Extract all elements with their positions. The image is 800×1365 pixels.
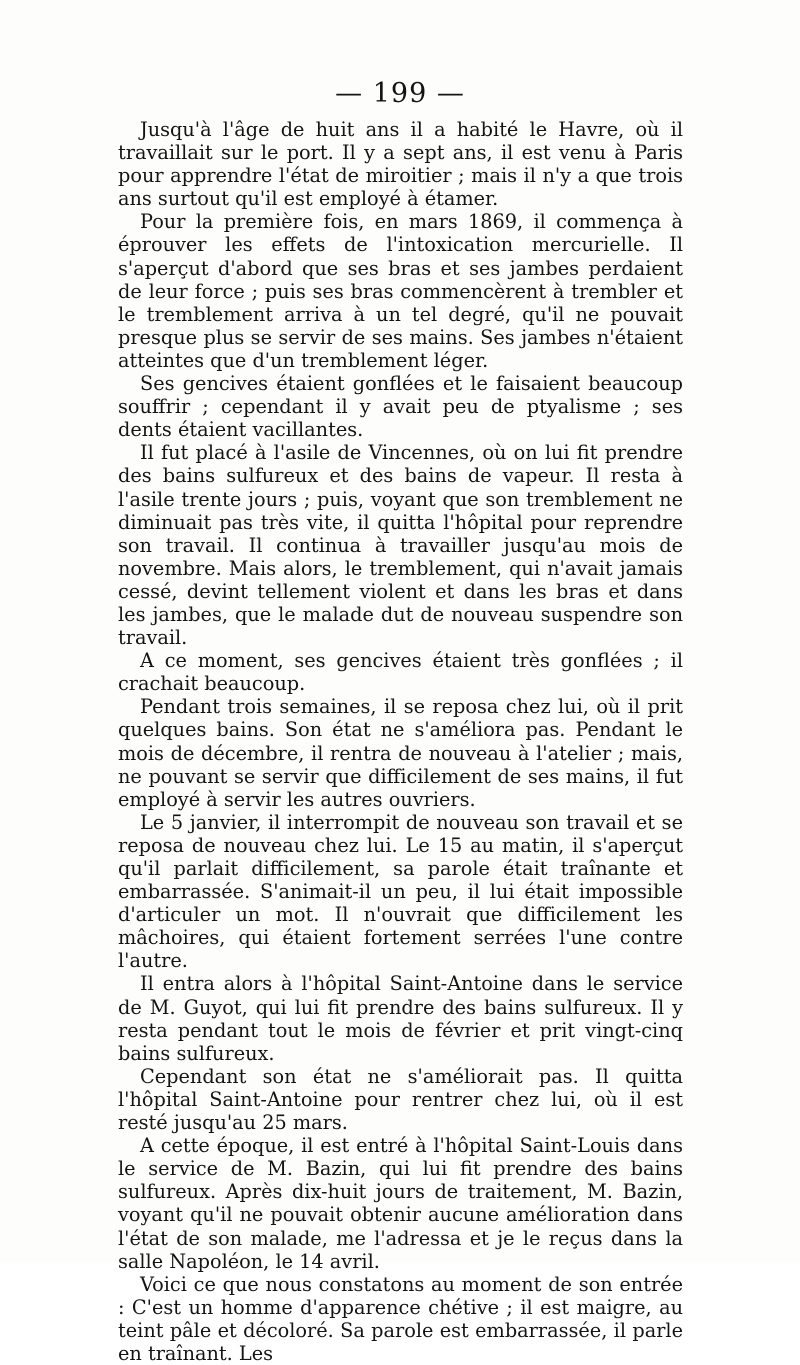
paragraph-4: Il fut placé à l'asile de Vincennes, où on lui fit prendre des bains sulfureux et des bains de vapeur. Il resta à l'asile trente jours ; puis, voyant que son tremblement ne diminuait pas très vite, il quitta l'hôpital pour reprendre son travail. Il continua à travailler jusqu'au mois de novembre. Mais alors, le tremblement, qui n'avait jamais cessé, devint tellement violent et dans les bras et dans les jambes, que le malade dut de nouveau suspendre son travail. [118, 441, 683, 650]
paragraph-2: Pour la première fois, en mars 1869, il commença à éprouver les effets de l'intoxication mercurielle. Il s'aperçut d'abord que ses bras et ses jambes perdaient de leur force ; puis ses bras commencèrent à trembler et le tremblement arriva à un tel degré, qu'il ne pouvait presque plus se servir de ses mains. Ses jambes n'étaient atteintes que d'un tremblement léger. [118, 210, 683, 372]
paragraph-8: Il entra alors à l'hôpital Saint-Antoine dans le service de M. Guyot, qui lui fit prendre des bains sulfureux. Il y resta pendant tout le mois de février et prit vingt-cinq bains sulfureux. [118, 972, 683, 1065]
body-text [118, 118, 683, 1365]
paragraph-6: Pendant trois semaines, il se reposa chez lui, où il prit quelques bains. Son état ne s'améliora pas. Pendant le mois de décembre, il rentra de nouveau à l'atelier ; mais, ne pouvant se servir que difficilement de ses mains, il fut employé à servir les autres ouvriers. [118, 695, 683, 811]
paragraph-7: Le 5 janvier, il interrompit de nouveau son travail et se reposa de nouveau chez lui. Le 15 au matin, il s'aperçut qu'il parlait difficilement, sa parole était traînante et embarrassée. S'animait-il un peu, il lui était impossible d'articuler un mot. Il n'ouvrait que difficilement les mâchoires, qui étaient fortement serrées l'une contre l'autre. [118, 810, 683, 973]
paragraph-5: A ce moment, ses gencives étaient très gonflées ; il crachait beaucoup. [118, 649, 683, 696]
paragraph-11: Voici ce que nous constatons au moment de son entrée : C'est un homme d'apparence chétive ; il est maigre, au teint pâle et décoloré. Sa parole est embarrassée, il parle en traînant. Les [118, 1272, 683, 1365]
paragraph-3: Ses gencives étaient gonflées et le faisaient beaucoup souffrir ; cependant il y avait peu de ptyalisme ; ses dents étaient vacillantes. [118, 372, 683, 442]
paragraph-1: Jusqu'à l'âge de huit ans il a habité le Havre, où il travaillait sur le port. Il y a sept ans, il est venu à Paris pour apprendre l'état de miroitier ; mais il n'y a que trois ans surtout qu'il est employé à étamer. [118, 118, 683, 211]
page-number: — 199 — [335, 78, 465, 109]
paragraph-10: A cette époque, il est entré à l'hôpital Saint-Louis dans le service de M. Bazin, qui lui fit prendre des bains sulfureux. Après dix-huit jours de traitement, M. Bazin, voyant qu'il ne pouvait obtenir aucune amélioration dans l'état de son malade, me l'adressa et je le reçus dans la salle Napoléon, le 14 avril. [118, 1134, 683, 1273]
paragraph-9: Cependant son état ne s'améliorait pas. Il quitta l'hôpital Saint-Antoine pour rentrer chez lui, où il est resté jusqu'au 25 mars. [118, 1064, 683, 1135]
